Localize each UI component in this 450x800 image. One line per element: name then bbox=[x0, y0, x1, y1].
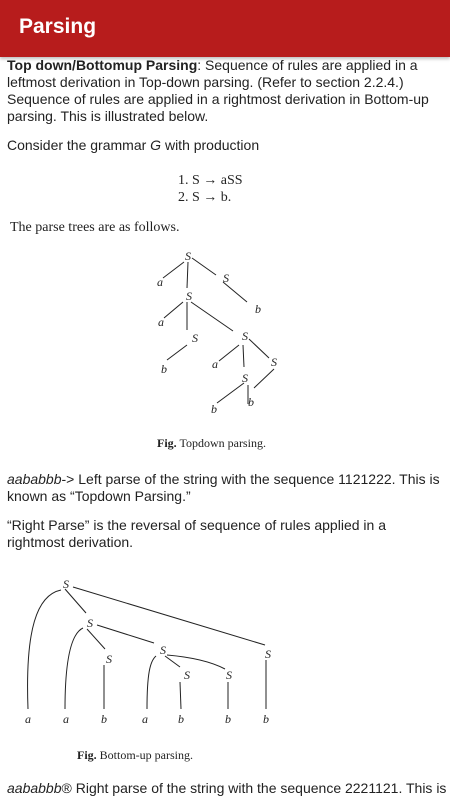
tree-node: S bbox=[87, 616, 93, 630]
intro-text: : Sequence of rules are applied in a leftmost derivation in Top-down parsing. (Refer to section 2.2.4.) Sequence of rules are applied in a rightmost derivation in Bottom-up parsing. This is illustrated below. bbox=[7, 57, 429, 124]
tree-leaf: a bbox=[25, 712, 31, 726]
tree-node: b bbox=[161, 362, 167, 376]
figure1-caption bbox=[157, 435, 266, 452]
topdown-parse-tree bbox=[137, 242, 297, 427]
tree-node: b bbox=[248, 395, 254, 409]
tree-node: S bbox=[185, 249, 191, 263]
tree-node: S bbox=[106, 652, 112, 666]
figure2-caption bbox=[77, 747, 193, 764]
left-parse-text: -> Left parse of the string with the sequence 1121222. This is known as “Topdown Parsing.” bbox=[7, 471, 440, 504]
bottomup-parse-tree bbox=[15, 569, 280, 727]
tree-node: S bbox=[192, 331, 198, 345]
tree-node: S bbox=[265, 647, 271, 661]
right-parse-string: aababbb bbox=[7, 780, 62, 796]
tree-leaf: b bbox=[225, 712, 231, 726]
grammar-suffix: with production bbox=[161, 137, 260, 153]
tree-node: S bbox=[184, 668, 190, 682]
grammar-paragraph bbox=[7, 137, 259, 154]
grammar-prefix: Consider the grammar bbox=[7, 137, 151, 153]
figure2-caption-text: Bottom-up parsing. bbox=[96, 748, 193, 762]
grammar-name: G bbox=[150, 137, 162, 153]
production-rule-1: 1. S → aSS bbox=[178, 173, 243, 188]
tree-leaf: a bbox=[63, 712, 69, 726]
figure1-label: Fig. bbox=[157, 436, 177, 450]
tree-node: S bbox=[186, 289, 192, 303]
figure1-caption-text: Topdown parsing. bbox=[176, 436, 266, 450]
right-parse-paragraph bbox=[7, 780, 447, 797]
page-title: Parsing bbox=[19, 15, 97, 38]
tree-node: S bbox=[63, 577, 69, 591]
right-parse-definition: “Right Parse” is the reversal of sequence of rules applied in a rightmost derivation. bbox=[7, 517, 386, 550]
left-parse-paragraph bbox=[7, 471, 443, 505]
tree-node: S bbox=[226, 668, 232, 682]
intro-heading: Top down/Bottomup Parsing bbox=[7, 57, 198, 73]
tree-node: S bbox=[271, 355, 277, 369]
tree-node: b bbox=[211, 402, 217, 416]
left-parse-string: aababbb bbox=[7, 471, 62, 487]
tree-node: a bbox=[157, 275, 163, 289]
tree-leaf: b bbox=[101, 712, 107, 726]
intro-paragraph bbox=[7, 57, 443, 125]
tree-leaf: b bbox=[178, 712, 184, 726]
production-rule-2: 2. S → b. bbox=[178, 190, 232, 205]
trees-intro: The parse trees are as follows. bbox=[10, 220, 180, 235]
tree-node: S bbox=[242, 329, 248, 343]
app-bar bbox=[0, 0, 450, 57]
production-rules bbox=[178, 172, 243, 206]
right-parse-text: ® Right parse of the string with the sequence 2221121. This is bbox=[61, 780, 447, 796]
tree-leaf: a bbox=[142, 712, 148, 726]
tree-node: S bbox=[223, 271, 229, 285]
tree-node: a bbox=[158, 315, 164, 329]
tree-node: S bbox=[242, 371, 248, 385]
figure2-label: Fig. bbox=[77, 748, 97, 762]
tree-node: b bbox=[255, 302, 261, 316]
tree-node: S bbox=[160, 643, 166, 657]
tree-leaf: b bbox=[263, 712, 269, 726]
tree-node: a bbox=[212, 357, 218, 371]
